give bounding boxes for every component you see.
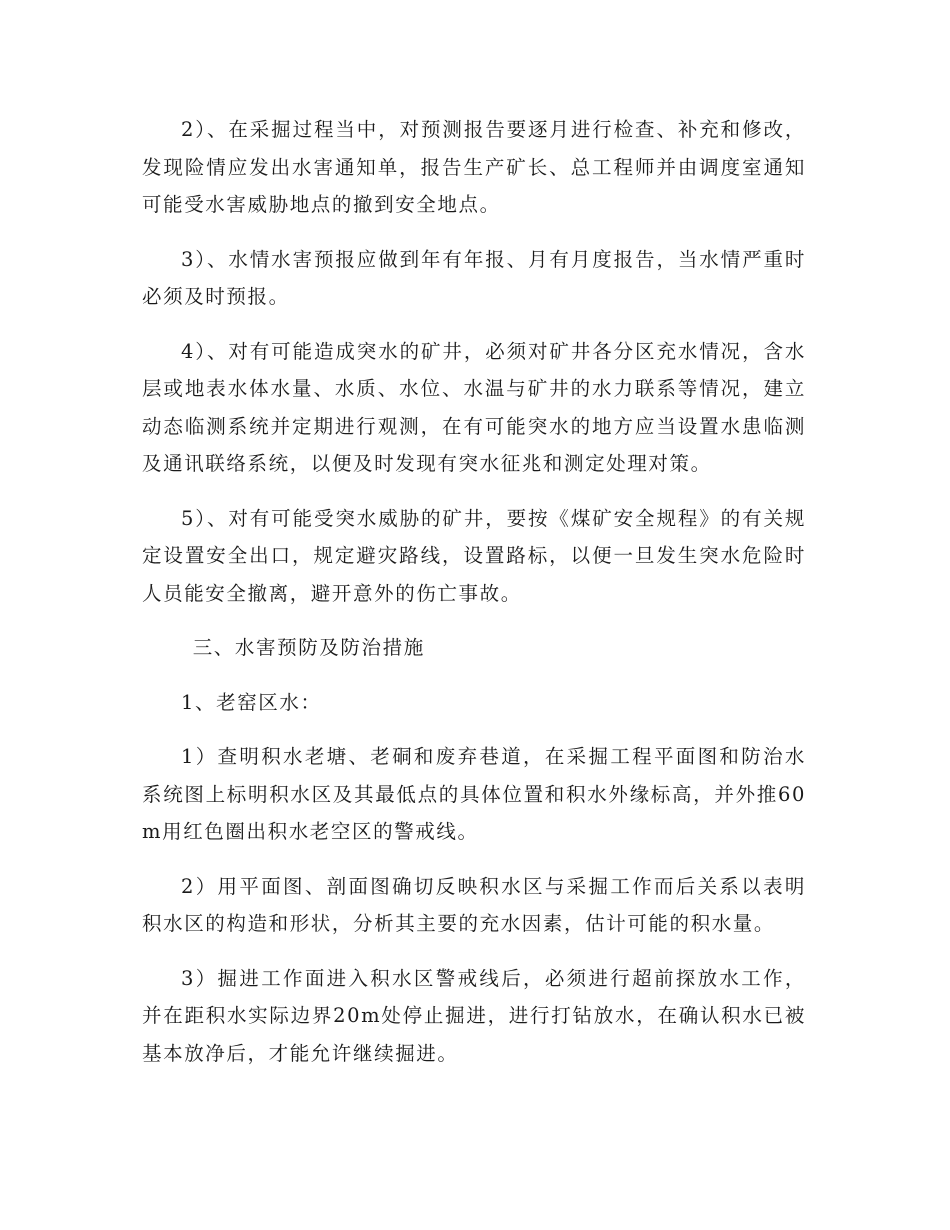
paragraph-forecast-report: 3）、水情水害预报应做到年有年报、月有月度报告，当水情严重时必须及时预报。 [142, 247, 806, 308]
list-item: 3）掘进工作面进入积水区警戒线后，必须进行超前探放水工作，并在距积水实际边界20m处停止掘进，进行打钻放水，在确认积水已被基本放净后，才能允许继续掘进。 [142, 966, 806, 1065]
list-item: 2）用平面图、剖面图确切反映积水区与采掘工作而后关系以表明积水区的构造和形状，分析其主要的充水因素，估计可能的积水量。 [142, 874, 806, 935]
subsection-heading: 1、老窑区水： [181, 690, 322, 714]
paragraph-safety-exits: 5）、对有可能受突水威胁的矿井，要按《煤矿安全规程》的有关规定设置安全出口，规定避灾路线，设置路标，以便一旦发生突水危险时人员能安全撤离，避开意外的伤亡事故。 [142, 506, 806, 605]
paragraph-forecast-check: 2）、在采掘过程当中，对预测报告要逐月进行检查、补充和修改，发现险情应发出水害通知单，报告生产矿长、总工程师并由调度室通知可能受水害威胁地点的撤到安全地点。 [142, 118, 806, 216]
paragraph-monitoring-system: 4）、对有可能造成突水的矿井，必须对矿井各分区充水情况，含水层或地表水体水量、水质、水位、水温与矿井的水力联系等情况，建立动态临测系统并定期进行观测，在有可能突水的地方应当设置水患临测及通讯联络系统，以便及时发现有突水征兆和测定处理对策。 [142, 339, 806, 475]
document-page [142, 111, 806, 1089]
list-item: 1）查明积水老塘、老硐和废弃巷道，在采掘工程平面图和防治水系统图上标明积水区及其最低点的具体位置和积水外缘标高，并外推60m用红色圈出积水老空区的警戒线。 [142, 745, 806, 843]
section-heading: 三、水害预防及防治措施 [192, 636, 425, 659]
